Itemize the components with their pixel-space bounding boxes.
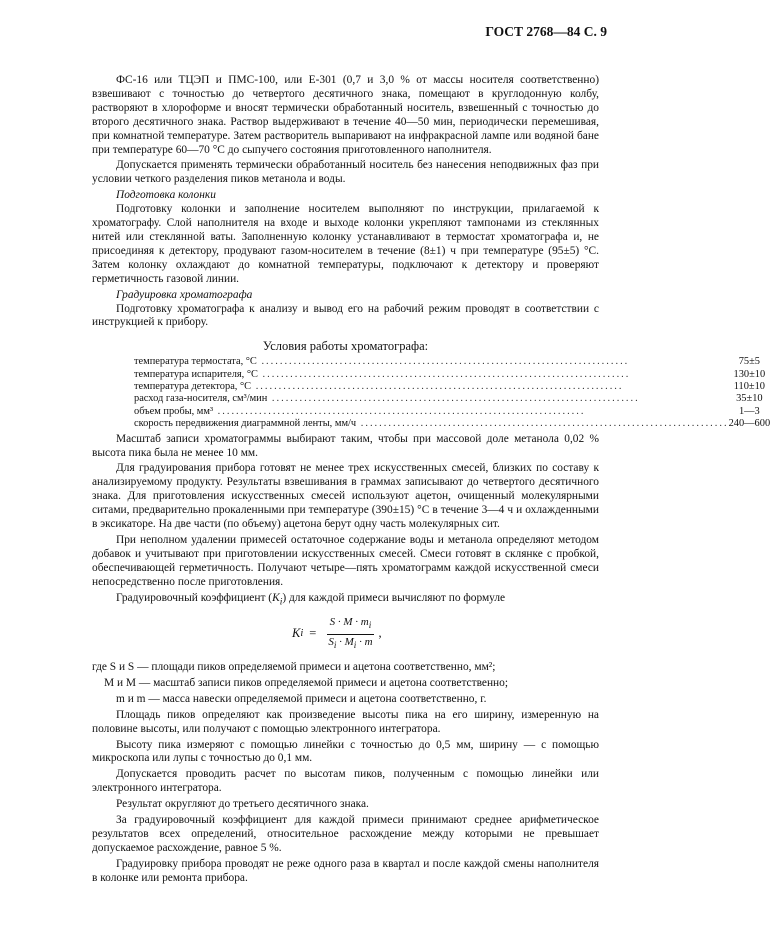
condition-row: [134, 356, 770, 368]
condition-label-text: температура термостата, °С: [134, 356, 257, 368]
paragraph: ФС-16 или ТЦЭП и ПМС-100, или Е-301 (0,7 и 3,0 % от массы носителя соответственно) взвешивают с точностью до четвертого десятичного знака, помещают в круглодонную колбу, растворяют в хлороформе и вносят термически обработанный носитель, взвешенный с точностью до второго десятичного знака. Раствор выдерживают в течение 40—50 мин, периодически перемешивая, при комнатной температуре. Затем растворитель выпаривают на инфракрасной лампе или водяной бане при температуре 60—70 °С до сыпучего состояния приготовленного наполнителя.: [92, 74, 599, 156]
condition-value: 110±10: [733, 381, 765, 393]
leader-dots: ................................................................................: [267, 393, 640, 405]
document-body: [92, 74, 770, 888]
condition-row: [134, 393, 770, 405]
numerator-sub: i: [368, 620, 372, 630]
den-a: S: [328, 635, 334, 648]
condition-row: [134, 418, 770, 430]
formula-numerator: [327, 616, 375, 635]
condition-value: 1—3: [738, 405, 760, 417]
formula-block: [92, 616, 599, 653]
condition-value: 35±10: [736, 393, 763, 405]
paragraph: Допускается проводить расчет по высотам пиков, полученным с помощью линейки или электронного интегратора.: [92, 768, 599, 795]
condition-label-text: скорость передвижения диаграммной ленты, мм/ч: [134, 418, 357, 430]
text-fragment: Градуировочный коэффициент (: [116, 591, 273, 604]
condition-label: [134, 356, 729, 368]
subheading-calibration: Градуировка хроматографа: [116, 288, 253, 301]
paragraph: Высоту пика измеряют с помощью линейки с точностью до 0,5 мм, ширину — с помощью микроскопа или лупы с точностью до 0,1 мм.: [92, 738, 599, 765]
den-b: · M: [336, 635, 354, 648]
condition-label: [134, 381, 729, 393]
paragraph: Результат округляют до третьего десятичного знака.: [116, 798, 369, 811]
leader-dots: ................................................................................: [356, 418, 729, 430]
paragraph: Подготовку колонки и заполнение носителем выполняют по инструкции, прилагаемой к хроматографу. Слой наполнителя на входе и выходе колонки укрепляют тампонами из стеклянных нитей или стеклянной ваты. Заполненную колонку устанавливают в термостат хроматографа и, не присоединяя к детектору, продувают газом-носителем в течение (8±1) ч при температуре (95±5) °С. Затем колонку охлаждают до комнатной температуры, подключают к детектору и проверяют герметичность газовой линии.: [92, 203, 599, 285]
paragraph: Градуировку прибора проводят не реже одного раза в квартал и после каждой смены наполнителя в колонке или ремонта прибора.: [92, 857, 599, 884]
paragraph: Площадь пиков определяют как произведение высоты пика на его ширину, измеренную на половине высоты, или получают с помощью электронного интегратора.: [92, 708, 599, 735]
condition-label: [134, 418, 729, 430]
conditions-title: Условия работы хроматографа:: [262, 339, 429, 354]
formula-lhs: K: [292, 626, 301, 641]
formula-lhs-sub: i: [300, 628, 304, 640]
formula-tail: ,: [378, 626, 382, 641]
condition-label: [134, 406, 729, 418]
where-line-2: M и M — масштаб записи пиков определяемой примеси и ацетона соответственно;: [104, 676, 509, 689]
leader-dots: ................................................................................: [257, 368, 631, 380]
condition-label-text: температура детектора, °С: [134, 381, 252, 393]
paragraph: Для градуирования прибора готовят не менее трех искусственных смесей, близких по составу к анализируемому продукту. Результаты взвешивания в граммах записывают до четвертого десятичного знака. Для приготовления искусственных смесей используют ацетон, очищенный молекулярными ситами, предварительно прокаленными при температуре (390±15) °С в течение 3—4 ч и охлажденными в эксикаторе. На две части (по объему) ацетона берут одну часть молекулярных сит.: [92, 462, 599, 531]
calibration-formula: K i = $\frac{S \cdot M \cdot m_i}{S_i \cdot M_i \cdot m}$ ,: [292, 616, 382, 653]
conditions-table: [134, 356, 770, 430]
condition-label: [134, 369, 729, 381]
where-line-1: где S и S — площади пиков определяемой примеси и ацетона соответственно, мм²;: [92, 661, 496, 673]
condition-value: 130±10: [733, 368, 766, 380]
condition-row: [134, 406, 770, 418]
page-header: ГОСТ 2768—84 С. 9: [485, 24, 607, 39]
condition-label-text: температура испарителя, °С: [134, 368, 258, 380]
symbol-k: K: [272, 591, 280, 604]
condition-label: [134, 393, 729, 405]
where-line-3: m и m — масса навески определяемой примеси и ацетона соответственно, г.: [116, 692, 487, 705]
text-fragment: ) для каждой примеси вычисляют по формуле: [282, 591, 506, 604]
condition-value: 240—600: [728, 418, 770, 430]
den-sub1: i: [333, 640, 337, 651]
paragraph: При неполном удалении примесей остаточное содержание воды и метанола определяют методом добавок и учитывают при приготовлении искусственных смесей. Смеси готовят в склянке с пробкой, обеспечивающей герметичность. Получают четыре—пять хроматограмм каждой искусственной смеси непосредственно после приготовления.: [92, 534, 599, 588]
formula-denominator: [325, 635, 375, 653]
numerator-text: S · M · m: [329, 615, 369, 628]
symbol-sub: i: [279, 596, 283, 607]
paragraph: Допускается применять термически обработанный носитель без нанесения неподвижных фаз при условии четкого разделения пиков метанола и воды.: [92, 159, 599, 186]
formula-fraction: [325, 616, 375, 653]
condition-value: 75±5: [738, 356, 760, 368]
leader-dots: ................................................................................: [213, 405, 586, 417]
subheading-column-prep: Подготовка колонки: [116, 189, 216, 202]
condition-label-text: расход газа-носителя, см³/мин: [134, 393, 268, 405]
condition-label-text: объем пробы, мм³: [134, 405, 214, 417]
paragraph: За градуировочный коэффициент для каждой примеси принимают среднее арифметическое результатов всех определений, относительное расхождение между которыми не превышает допускаемое расхождение, равное 5 %.: [92, 814, 599, 854]
leader-dots: ................................................................................: [251, 381, 624, 393]
paragraph: Подготовку хроматографа к анализу и вывод его на рабочий режим проводят в соответствии с инструкцией к прибору.: [92, 302, 599, 329]
paragraph-formula-intro: [92, 592, 599, 610]
den-c: · m: [356, 635, 373, 648]
leader-dots: ................................................................................: [256, 356, 630, 368]
den-sub2: i: [353, 640, 357, 651]
condition-row: [134, 369, 770, 381]
paragraph: Масштаб записи хроматограммы выбирают таким, чтобы при массовой доле метанола 0,02 % высота пика была не менее 10 мм.: [92, 432, 599, 459]
condition-row: [134, 381, 770, 393]
